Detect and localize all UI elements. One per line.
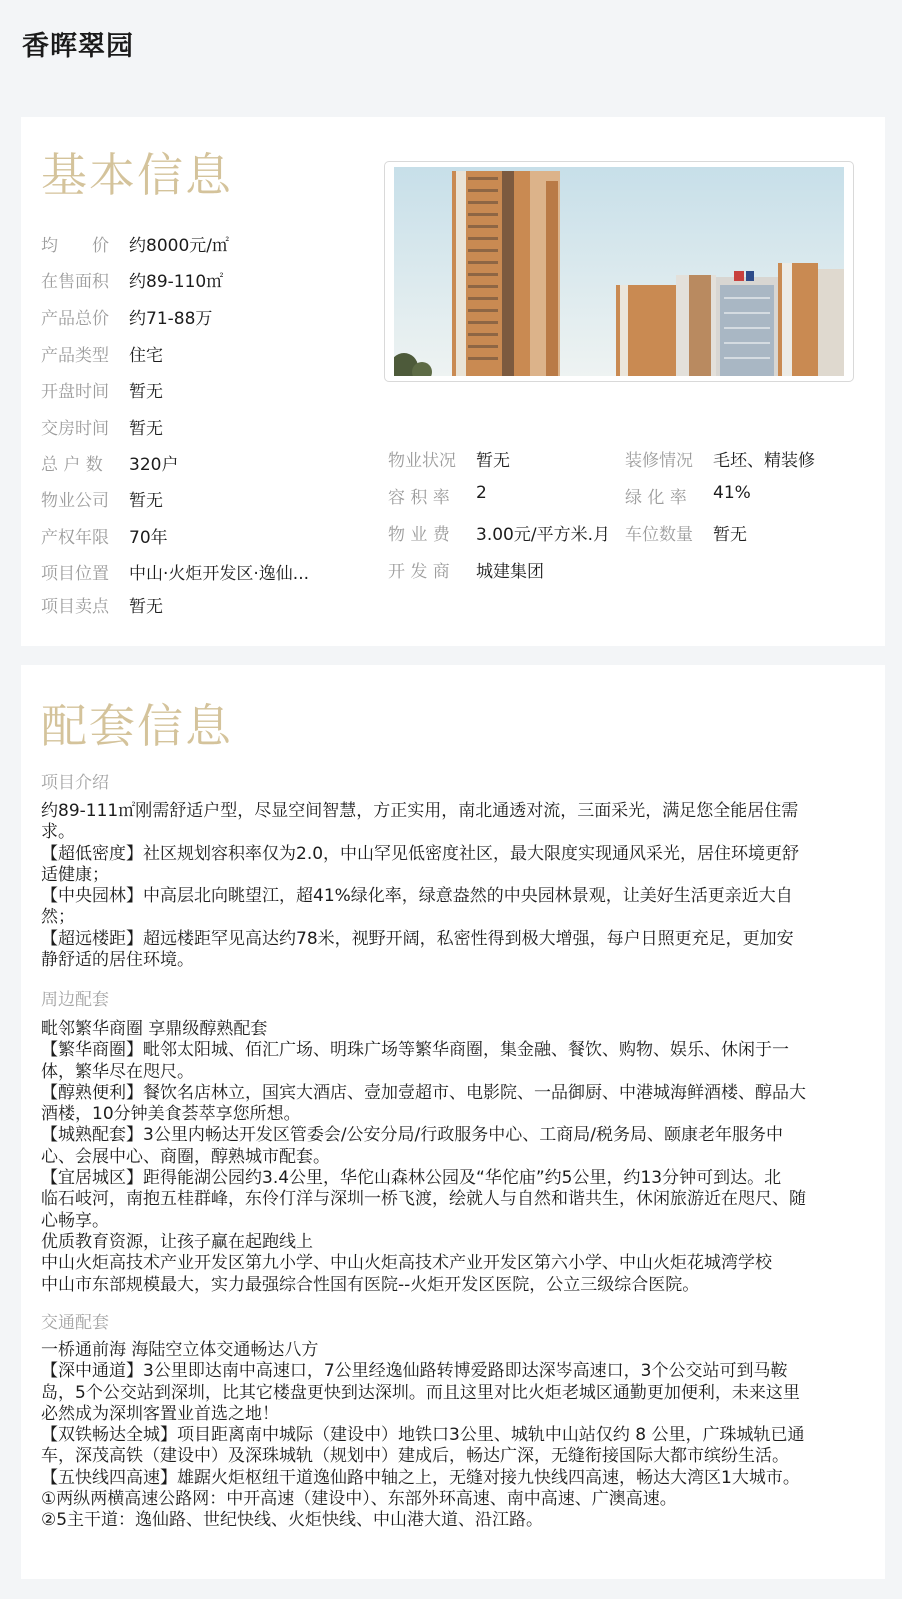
info-value: 2 (476, 483, 487, 503)
traffic-text (41, 1340, 861, 1532)
traffic-line: 必然成为深圳客置业首选之地！ (41, 1403, 279, 1424)
info-value: 320户 (129, 455, 179, 475)
info-value: 中山·火炬开发区·逸仙... (129, 564, 310, 584)
info-row-decoration (625, 446, 875, 470)
intro-text (41, 801, 861, 971)
traffic-line: ②5主干道：逸仙路、世纪快线、火炬快线、中山港大道、沿江路。 (41, 1510, 544, 1531)
info-row-product-type (41, 341, 371, 365)
intro-line: 【超远楼距】超远楼距罕见高达约78米，视野开阔，私密性得到极大增强，每户日照更充足，更加安 (41, 928, 794, 949)
info-value: 70年 (129, 528, 168, 548)
info-value: 约8000元/㎡ (129, 236, 229, 256)
info-label: 开盘时间 (41, 382, 109, 402)
basic-info-card (21, 117, 885, 646)
traffic-line: 【五快线四高速】雄踞火炬枢纽干道逸仙路中轴之上，无缝对接九快线四高速，畅达大湾区1大城市。 (41, 1467, 800, 1488)
info-label: 均 价 (41, 236, 109, 256)
surroundings-line: 心畅享。 (41, 1210, 109, 1231)
intro-line: 【超低密度】社区规划容积率仅为2.0，中山罕见低密度社区，最大限度实现通风采光，居住环境更舒 (41, 843, 800, 864)
info-label: 物 业 费 (388, 525, 450, 545)
surroundings-line: 中山火炬高技术产业开发区第九小学、中山火炬高技术产业开发区第六小学、中山火炬花城湾学校 (41, 1253, 772, 1274)
basic-info-heading: 基本信息 (41, 148, 233, 202)
info-row-property-fee (388, 520, 623, 544)
info-row-avg-price (41, 231, 371, 255)
intro-line: 【中央园林】中高层北向眺望江，超41%绿化率，绿意盎然的中央园林景观，让美好生活更亲近大自 (41, 886, 793, 907)
traffic-line: ①两纵两横高速公路网：中开高速（建设中）、东部外环高速、南中高速、广澳高速。 (41, 1489, 677, 1510)
info-row-developer (388, 557, 618, 581)
surroundings-line: 临石岐河，南抱五桂群峰，东伶仃洋与深圳一桥飞渡，绘就人与自然和谐共生，休闲旅游近在咫尺、随 (41, 1189, 806, 1210)
building-rendering-image (394, 167, 844, 376)
surroundings-line: 【醇熟便利】餐饮名店林立，国宾大酒店、壹加壹超市、电影院、一品御厨、中港城海鲜酒楼、醇品大 (41, 1082, 806, 1103)
surroundings-line: 中山市东部规模最大，实力最强综合性国有医院--火炬开发区医院，公立三级综合医院。 (41, 1274, 700, 1295)
info-row-delivery-time (41, 414, 371, 438)
intro-line: 静舒适的居住环境。 (41, 950, 194, 971)
info-row-selling-points (41, 592, 371, 616)
intro-line: 适健康； (41, 864, 109, 885)
info-row-property-years (41, 523, 371, 547)
traffic-line: 【深中通道】3公里即达南中高速口，7公里经逸仙路转博爱路即达深岑高速口，3个公交站可到马鞍 (41, 1361, 788, 1382)
project-image (384, 161, 854, 382)
surroundings-line: 体，繁华尽在咫尺。 (41, 1061, 194, 1082)
info-value: 住宅 (129, 346, 163, 366)
surroundings-line: 【宜居城区】距得能湖公园约3.4公里，华佗山森林公园及“华佗庙”约5公里，约13分钟可到达。北 (41, 1168, 782, 1189)
info-row-total-price (41, 304, 371, 328)
info-value: 3.00元/平方米.月 (476, 525, 610, 545)
info-row-location (41, 559, 371, 583)
surroundings-line: 【城熟配套】3公里内畅达开发区管委会/公安分局/行政服务中心、工商局/税务局、颐康老年服务中 (41, 1125, 783, 1146)
traffic-line: 一桥通前海 海陆空立体交通畅达八方 (41, 1340, 319, 1360)
info-label: 在售面积 (41, 272, 109, 292)
intro-subheading: 项目介绍 (41, 773, 109, 793)
surroundings-line: 心、会展中心、商圈，醇熟城市配套。 (41, 1146, 330, 1167)
info-label: 总 户 数 (41, 455, 103, 475)
info-label: 装修情况 (625, 451, 693, 471)
info-row-sale-area (41, 267, 371, 291)
info-label: 项目位置 (41, 564, 109, 584)
info-label: 项目卖点 (41, 597, 109, 617)
info-row-opening-time (41, 377, 371, 401)
traffic-subheading: 交通配套 (41, 1313, 109, 1333)
info-label: 交房时间 (41, 419, 109, 439)
surroundings-subheading: 周边配套 (41, 990, 109, 1010)
info-value: 毛坯、精装修 (713, 451, 815, 471)
info-value: 暂无 (129, 491, 163, 511)
intro-line: 约89-111㎡刚需舒适户型，尽显空间智慧，方正实用，南北通透对流，三面采光，满足您全能居住需 (41, 801, 799, 821)
info-row-households (41, 450, 371, 474)
intro-line: 求。 (41, 822, 75, 843)
info-label: 产权年限 (41, 528, 109, 548)
info-label: 产品总价 (41, 309, 109, 329)
info-row-green-rate (625, 483, 875, 507)
info-label: 开 发 商 (388, 562, 450, 582)
surroundings-line: 【繁华商圈】毗邻太阳城、佰汇广场、明珠广场等繁华商圈，集金融、餐饮、购物、娱乐、休闲于一 (41, 1040, 789, 1061)
traffic-line: 车，深茂高铁（建设中）及深珠城轨（规划中）建成后，畅达广深，无缝衔接国际大都市缤纷生活。 (41, 1446, 789, 1467)
info-row-property-status (388, 446, 618, 470)
info-value: 约89-110㎡ (129, 272, 224, 292)
traffic-line: 岛，5个公交站到深圳，比其它楼盘更快到达深圳。而且这里对比火炬老城区通勤更加便利，未来这里 (41, 1382, 800, 1403)
info-value: 暂无 (713, 525, 747, 545)
info-row-parking (625, 520, 875, 544)
info-label: 物业公司 (41, 491, 109, 511)
support-info-card (21, 665, 885, 1579)
surroundings-line: 优质教育资源，让孩子赢在起跑线上 (41, 1231, 313, 1252)
info-label: 物业状况 (388, 451, 456, 471)
info-value: 城建集团 (476, 562, 544, 582)
info-value: 约71-88万 (129, 309, 213, 329)
info-value: 41% (713, 483, 751, 503)
surroundings-line: 酒楼，10分钟美食荟萃享您所想。 (41, 1104, 301, 1125)
info-label: 产品类型 (41, 346, 109, 366)
support-info-heading: 配套信息 (41, 699, 233, 753)
traffic-line: 【双铁畅达全城】项目距离南中城际（建设中）地铁口3公里、城轨中山站仅约 8 公里，广珠城轨已通 (41, 1425, 805, 1446)
info-value: 暂无 (129, 597, 163, 617)
page-title: 香晖翠园 (22, 31, 134, 62)
info-label: 绿 化 率 (625, 488, 687, 508)
info-label: 容 积 率 (388, 488, 450, 508)
info-row-property-company (41, 486, 371, 510)
info-value: 暂无 (129, 382, 163, 402)
info-value: 暂无 (476, 451, 510, 471)
info-label: 车位数量 (625, 525, 693, 545)
surroundings-line: 毗邻繁华商圈 享鼎级醇熟配套 (41, 1019, 268, 1039)
info-row-plot-ratio (388, 483, 618, 507)
info-value: 暂无 (129, 419, 163, 439)
surroundings-text (41, 1019, 861, 1296)
intro-line: 然； (41, 907, 75, 928)
